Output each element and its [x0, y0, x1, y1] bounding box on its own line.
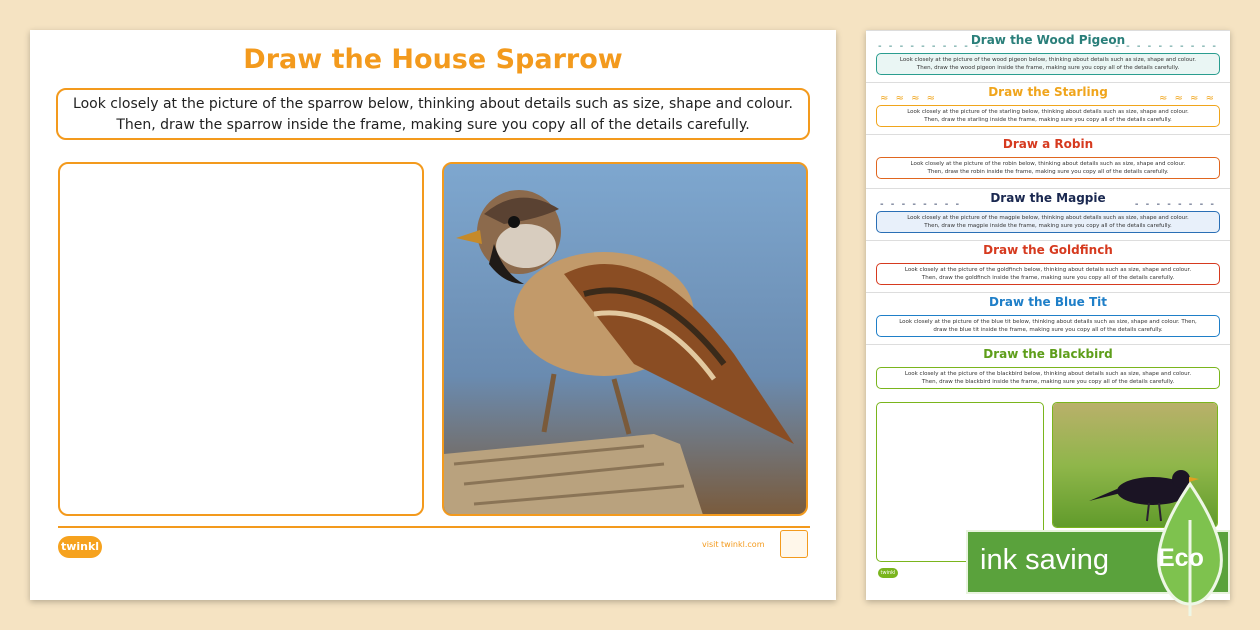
footer-divider [58, 526, 810, 528]
sheet-title: Draw the Magpie [990, 191, 1106, 205]
sheet-line-2: draw the blue tit inside the frame, making sure you copy all of the details carefully. [933, 327, 1163, 333]
sheet-line-1: Look closely at the picture of the starling below, thinking about details such as size, shape and colour. [907, 109, 1189, 115]
sheet-blue-tit[interactable] [866, 292, 1230, 345]
sheet-instructions [876, 157, 1220, 179]
sheet-magpie[interactable] [866, 188, 1230, 241]
sheet-blackbird[interactable] [866, 344, 1230, 397]
instructions-box [56, 88, 810, 140]
sheet-instructions [876, 105, 1220, 127]
sheet-instructions [876, 367, 1220, 389]
sheet-line-2: Then, draw the starling inside the frame, making sure you copy all of the details carefully. [924, 117, 1172, 123]
dash-decoration-icon: - - - - - - - - [880, 199, 962, 210]
sheet-instructions [876, 263, 1220, 285]
sheet-wood-pigeon[interactable] [866, 30, 1230, 83]
sheet-instructions [876, 53, 1220, 75]
sheet-line-1: Look closely at the picture of the goldfinch below, thinking about details such as size, shape and colour. [904, 267, 1192, 273]
quality-stamp-icon [780, 530, 808, 558]
sheet-line-1: Look closely at the picture of the blackbird below, thinking about details such as size, shape and colour. [904, 371, 1192, 377]
sheet-line-2: Then, draw the wood pigeon inside the frame, making sure you copy all of the details carefully. [916, 65, 1180, 71]
page-title: Draw the House Sparrow [243, 44, 623, 75]
sheet-line-2: Then, draw the magpie inside the frame, making sure you copy all of the details carefully. [924, 223, 1172, 229]
sheet-title: Draw the Goldfinch [983, 243, 1113, 257]
sheet-title: Draw the Starling [988, 85, 1108, 99]
dash-decoration-icon: - - - - - - - - [1134, 199, 1216, 210]
sheet-instructions [876, 211, 1220, 233]
sheet-title: Draw a Robin [1002, 137, 1094, 151]
ink-saving-label: ink saving [980, 544, 1109, 576]
sheet-line-2: Then, draw the robin inside the frame, making sure you copy all of the details carefully. [927, 169, 1169, 175]
sheet-instructions [876, 315, 1220, 337]
sheet-line-1: Look closely at the picture of the robin below, thinking about details such as size, shape and colour. [910, 161, 1186, 167]
sheet-robin[interactable] [866, 134, 1230, 187]
instructions-line-1: Look closely at the picture of the sparrow below, thinking about details such as size, shape and colour. [73, 96, 793, 112]
instructions-line-2: Then, draw the sparrow inside the frame, making sure you copy all of the details carefully. [116, 117, 750, 133]
dash-decoration-icon: - - - - - - - - - - [878, 41, 981, 52]
sparrow-photo [442, 162, 808, 516]
twinkl-logo: twinkl [58, 536, 102, 558]
swirl-decoration-icon: ≈ ≈ ≈ ≈ [1158, 93, 1216, 104]
footer-url[interactable]: visit twinkl.com [702, 540, 765, 549]
sheet-line-1: Look closely at the picture of the blue tit below, thinking about details such as size, shape and colour. Then, [899, 319, 1197, 325]
main-worksheet [30, 30, 836, 600]
sheet-starling[interactable] [866, 82, 1230, 135]
sheet-line-1: Look closely at the picture of the magpie below, thinking about details such as size, shape and colour. [907, 215, 1189, 221]
sheet-title: Draw the Wood Pigeon [970, 33, 1126, 47]
sheet-goldfinch[interactable] [866, 240, 1230, 293]
twinkl-logo-small: twinkl [878, 568, 898, 578]
sheet-line-2: Then, draw the blackbird inside the frame, making sure you copy all of the details carefully. [921, 379, 1175, 385]
sheet-title: Draw the Blackbird [983, 347, 1113, 361]
sheet-title: Draw the Blue Tit [989, 295, 1107, 309]
drawing-frame[interactable] [58, 162, 424, 516]
sheet-line-2: Then, draw the goldfinch inside the frame, making sure you copy all of the details carefully. [921, 275, 1175, 281]
eco-label: Eco [1158, 544, 1204, 572]
sheet-line-1: Look closely at the picture of the wood pigeon below, thinking about details such as size, shape and colour. [899, 57, 1197, 63]
dash-decoration-icon: - - - - - - - - - - [1115, 41, 1218, 52]
swirl-decoration-icon: ≈ ≈ ≈ ≈ [880, 93, 938, 104]
